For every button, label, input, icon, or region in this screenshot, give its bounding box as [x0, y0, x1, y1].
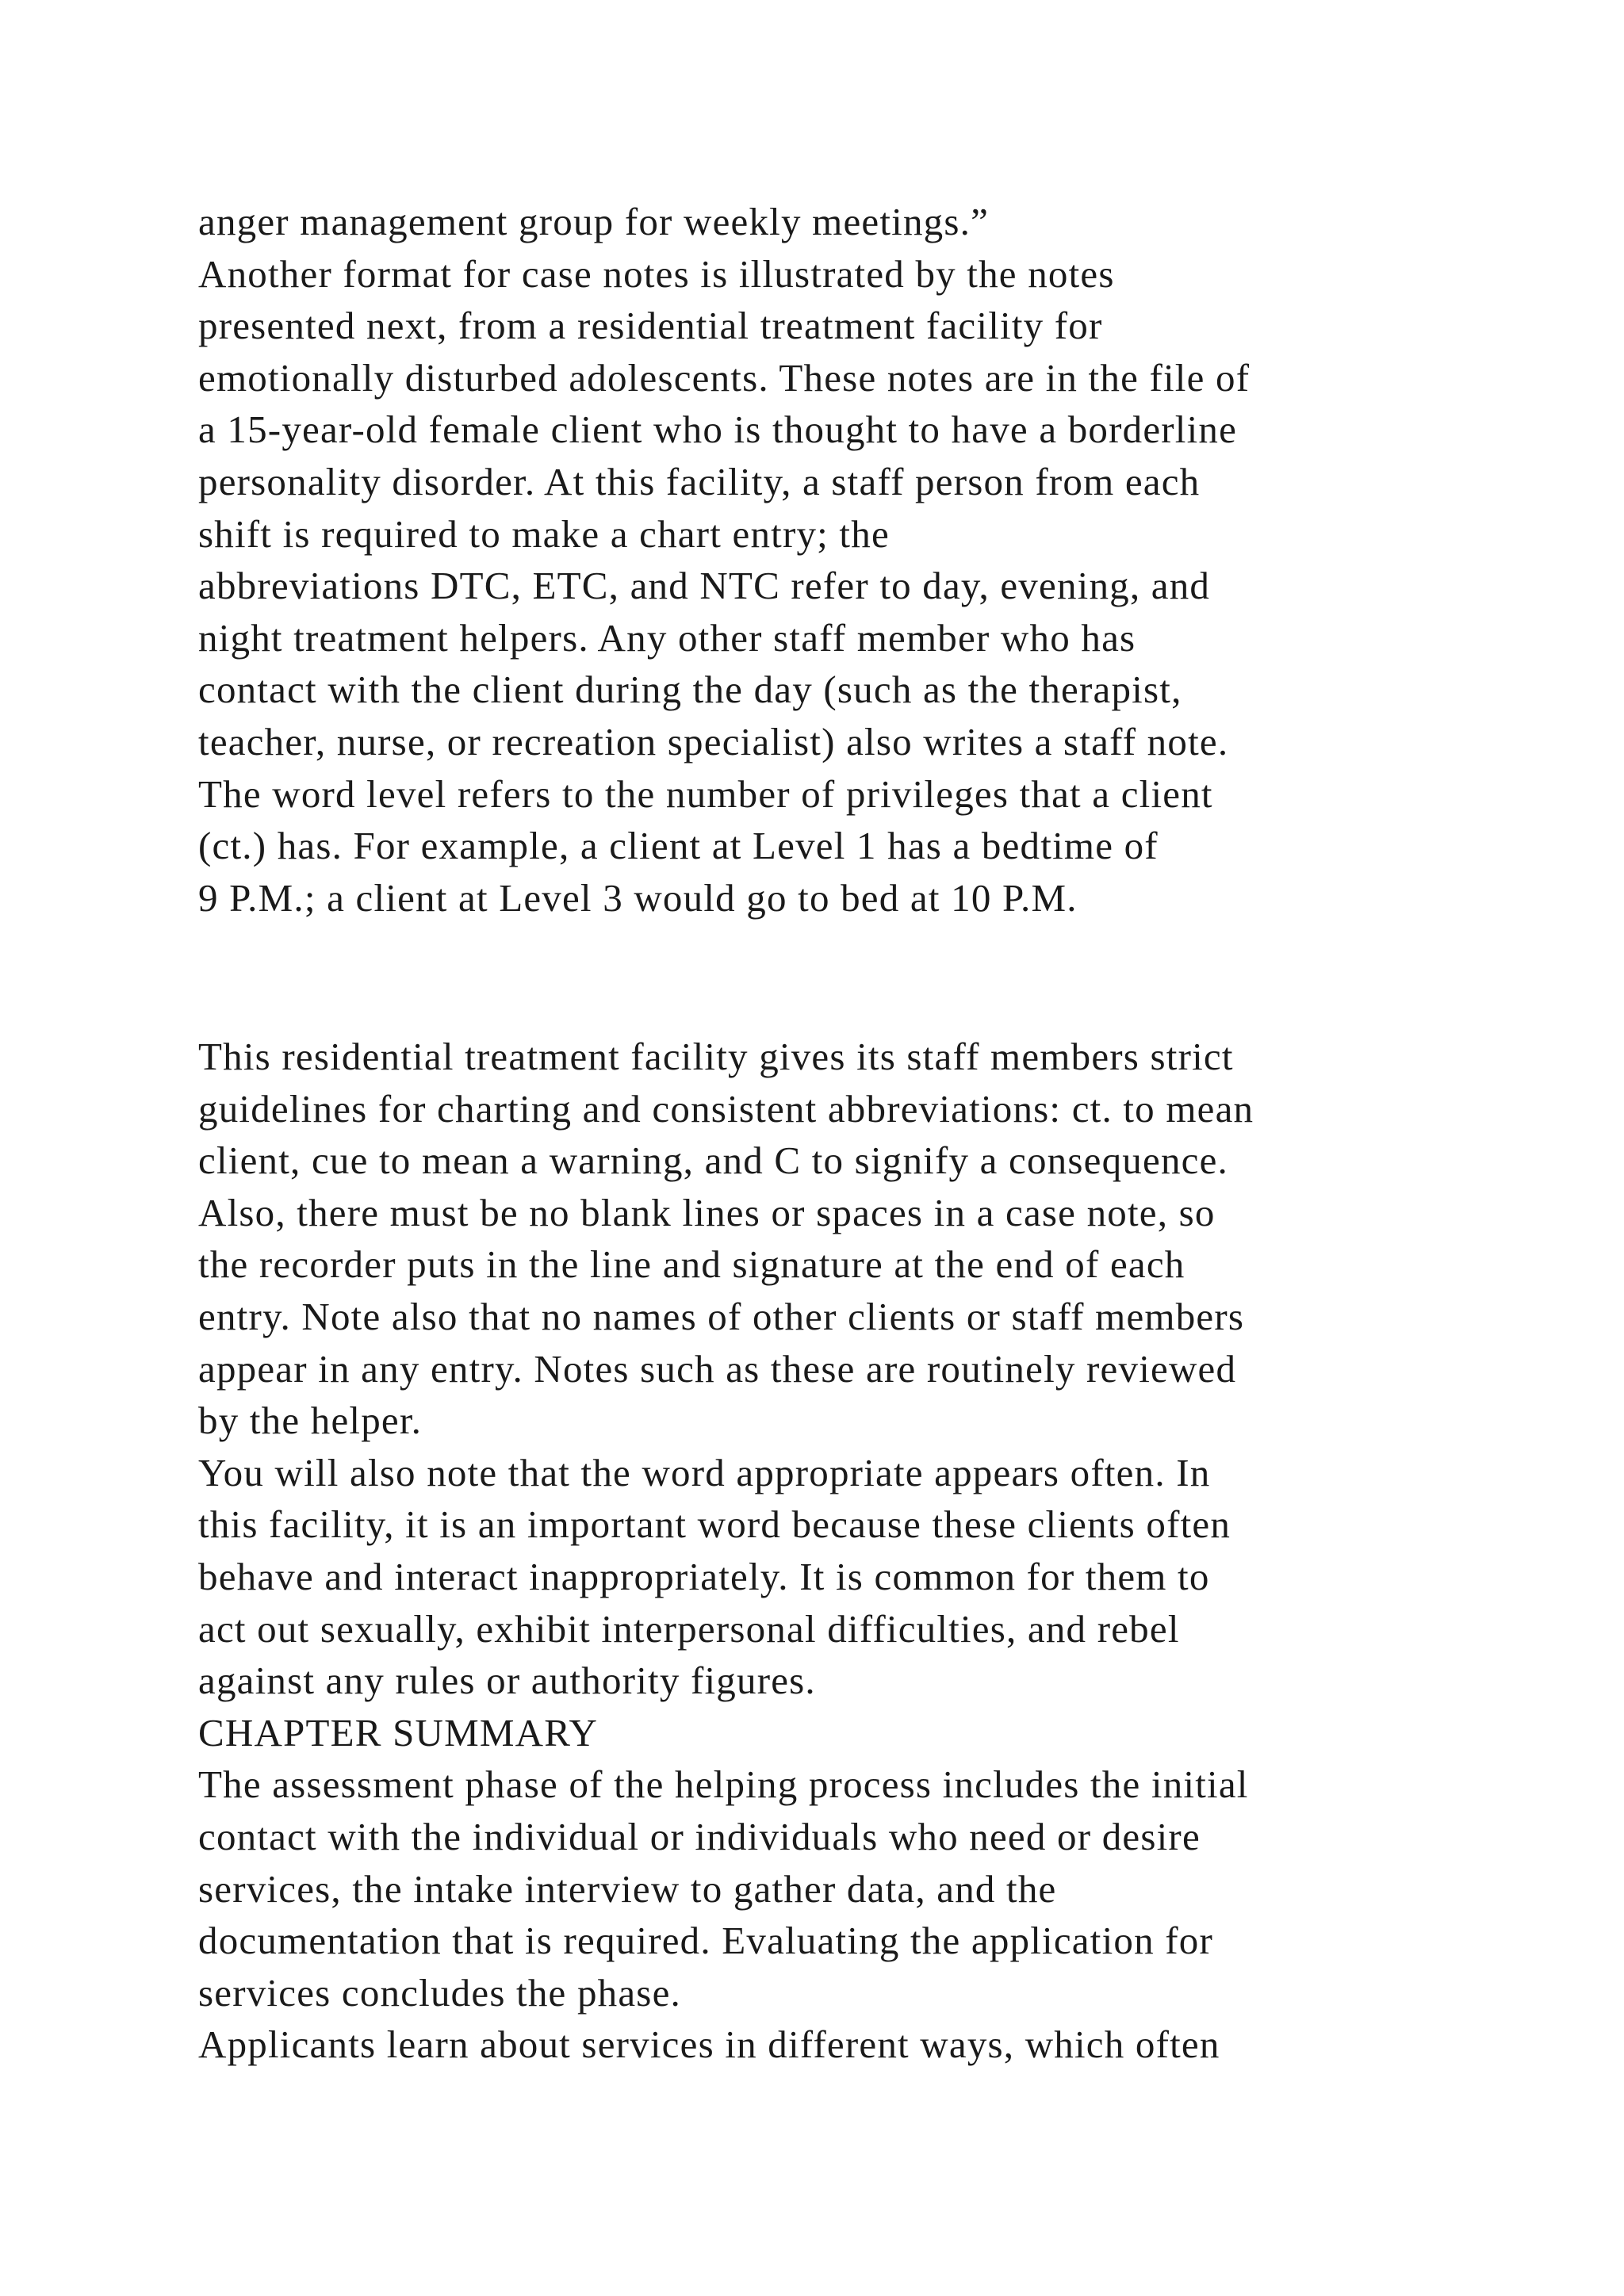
- text-line: 9 P.M.; a client at Level 3 would go to bed at 10 P.M.: [198, 875, 1078, 920]
- text-line: guidelines for charting and consistent abbreviations: ct. to mean: [198, 1086, 1254, 1131]
- text-line: contact with the individual or individuals who need or desire: [198, 1814, 1201, 1858]
- text-line: Applicants learn about services in different ways, which often: [198, 2022, 1220, 2067]
- text-line: documentation that is required. Evaluating the application for: [198, 1919, 1213, 1963]
- text-block-bottom: [198, 1031, 1594, 2071]
- text-line: client, cue to mean a warning, and C to signify a consequence.: [198, 1138, 1228, 1183]
- text-line: Another format for case notes is illustrated by the notes: [198, 251, 1115, 296]
- text-line: entry. Note also that no names of other clients or staff members: [198, 1294, 1245, 1338]
- text-line: against any rules or authority figures.: [198, 1659, 816, 1703]
- text-line: appear in any entry. Notes such as these are routinely reviewed: [198, 1346, 1237, 1391]
- text-line: services, the intake interview to gather data, and the: [198, 1866, 1057, 1911]
- text-line: (ct.) has. For example, a client at Level 1 has a bedtime of: [198, 824, 1159, 868]
- text-line: a 15-year-old female client who is thought to have a borderline: [198, 408, 1238, 452]
- text-line: by the helper.: [198, 1399, 423, 1443]
- text-line: anger management group for weekly meetings.”: [198, 200, 990, 243]
- text-line: CHAPTER SUMMARY: [198, 1710, 599, 1755]
- text-line: behave and interact inappropriately. It is common for them to: [198, 1554, 1210, 1598]
- text-line: night treatment helpers. Any other staff member who has: [198, 615, 1136, 660]
- text-line: shift is required to make a chart entry; the: [198, 511, 890, 556]
- text-line: presented next, from a residential treatment facility for: [198, 304, 1103, 348]
- text-line: The word level refers to the number of privileges that a client: [198, 771, 1213, 816]
- text-line: contact with the client during the day (such as the therapist,: [198, 668, 1182, 712]
- text-line: This residential treatment facility gives its staff members strict: [198, 1035, 1234, 1078]
- text-line: personality disorder. At this facility, a staff person from each: [198, 459, 1201, 503]
- text-line: abbreviations DTC, ETC, and NTC refer to day, evening, and: [198, 564, 1211, 608]
- text-line: this facility, it is an important word because these clients often: [198, 1502, 1231, 1547]
- text-line: Also, there must be no blank lines or spaces in a case note, so: [198, 1190, 1216, 1234]
- text-line: emotionally disturbed adolescents. These notes are in the file of: [198, 355, 1251, 400]
- text-line: The assessment phase of the helping process includes the initial: [198, 1762, 1249, 1807]
- text-line: services concludes the phase.: [198, 1970, 681, 2015]
- text-line: You will also note that the word appropriate appears often. In: [198, 1450, 1211, 1494]
- text-block-top: [198, 196, 1594, 924]
- text-line: teacher, nurse, or recreation specialist) also writes a staff note.: [198, 719, 1229, 763]
- text-line: act out sexually, exhibit interpersonal difficulties, and rebel: [198, 1606, 1180, 1651]
- text-line: the recorder puts in the line and signature at the end of each: [198, 1242, 1185, 1287]
